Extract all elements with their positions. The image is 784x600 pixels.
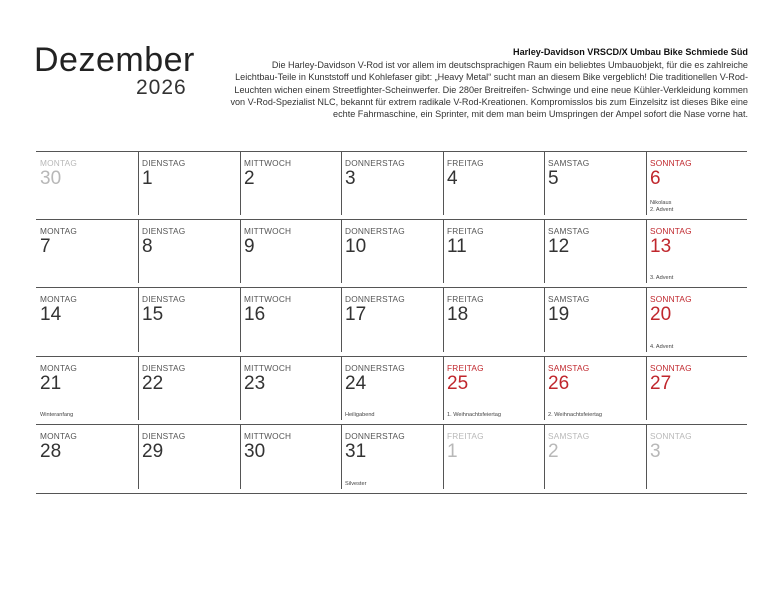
description-text: Die Harley-Davidson V-Rod ist vor allem im deutschsprachigen Raum ein beliebtes Umbauobjekt, für die es zahlreiche Leichtbau-Teile in Kunststoff und Kohlefaser gibt: „Heavy Metal“ sucht man an diesem Bike vergeblich! Die traditionellen V-Rod-Leuchten wichen einem Streetfighter-Scheinwerfer. Die 280er Breitreifen- Schwinge und eine neue Kühler-Verkleidung kommen von V-Rod-Spezialist NLC, bekannt für extrem radikale V-Rod-Kreationen. Kompromisslos bis zum Einzelsitz ist dieses Bike eine echte Fahrmaschine, ein Sprinter, mit dem man beim Umspringen der Ampel sofort die Nase vorne hat. [230, 60, 748, 120]
weekday-label: SAMSTAG [548, 362, 590, 373]
day-cell [36, 288, 138, 357]
day-note: 2. Weihnachtsfeiertag [548, 412, 603, 419]
day-cell [138, 288, 240, 357]
weekday-label: DIENSTAG [142, 431, 186, 442]
day-cell [138, 425, 240, 494]
day-note: Nikolaus 2. Advent [650, 199, 674, 213]
day-number: 1 [447, 441, 458, 463]
weekday-label: MITTWOCH [244, 294, 292, 305]
description-title: Harley-Davidson VRSCD/X Umbau Bike Schmiede Süd [513, 47, 748, 57]
day-number: 3 [650, 441, 661, 463]
day-cell [36, 357, 138, 426]
day-number: 9 [244, 235, 255, 257]
weekday-label: MONTAG [40, 431, 77, 442]
day-note: Heiligabend [345, 412, 375, 419]
day-number: 11 [447, 235, 467, 257]
weekday-label: MONTAG [40, 225, 77, 236]
day-number: 2 [548, 441, 559, 463]
year-label: 2026 [136, 76, 187, 99]
weekday-label: SAMSTAG [548, 431, 590, 442]
day-cell [36, 220, 138, 289]
day-number: 15 [142, 304, 164, 326]
day-cell [240, 151, 341, 220]
weekday-label: DONNERSTAG [345, 225, 405, 236]
weekday-label: MONTAG [40, 294, 77, 305]
day-cell [646, 220, 747, 289]
day-cell [341, 220, 443, 289]
weekday-label: DONNERSTAG [345, 294, 405, 305]
weekday-label: SAMSTAG [548, 158, 590, 168]
day-cell [544, 425, 646, 494]
day-number: 3 [345, 168, 356, 189]
day-number: 25 [447, 372, 469, 394]
weekday-label: MONTAG [40, 362, 77, 373]
day-note: Winteranfang [40, 412, 74, 419]
day-note: 3. Advent [650, 275, 674, 282]
weekday-label: FREITAG [447, 225, 484, 236]
weekday-label: FREITAG [447, 294, 484, 305]
day-cell [443, 425, 544, 494]
day-note: 1. Weihnachtsfeiertag [447, 412, 502, 419]
day-cell [341, 425, 443, 494]
weekday-label: MITTWOCH [244, 158, 292, 168]
day-cell [341, 151, 443, 220]
day-number: 14 [40, 304, 62, 326]
day-cell [36, 425, 138, 494]
day-number: 4 [447, 168, 458, 189]
day-number: 29 [142, 441, 164, 463]
weekday-label: SONNTAG [650, 294, 692, 305]
day-number: 28 [40, 441, 62, 463]
day-cell [646, 357, 747, 426]
weekday-label: DIENSTAG [142, 362, 186, 373]
weekday-label: FREITAG [447, 158, 484, 168]
day-note: Silvester [345, 480, 367, 487]
weekday-label: SAMSTAG [548, 294, 590, 305]
day-cell [240, 220, 341, 289]
day-number: 5 [548, 168, 559, 189]
day-number: 7 [40, 235, 51, 257]
day-cell [240, 357, 341, 426]
day-cell [443, 357, 544, 426]
day-cell [544, 288, 646, 357]
day-number: 27 [650, 372, 672, 394]
calendar-grid [36, 151, 747, 494]
day-number: 12 [548, 235, 570, 257]
day-number: 16 [244, 304, 266, 326]
description-block [230, 46, 748, 120]
day-number: 17 [345, 304, 367, 326]
day-cell [138, 151, 240, 220]
weekday-label: SONNTAG [650, 362, 692, 373]
day-cell [341, 288, 443, 357]
day-cell [36, 151, 138, 220]
day-cell [646, 425, 747, 494]
weekday-label: DIENSTAG [142, 225, 186, 236]
day-cell [443, 288, 544, 357]
day-number: 24 [345, 372, 367, 394]
day-cell [138, 220, 240, 289]
weekday-label: MITTWOCH [244, 431, 292, 442]
day-number: 10 [345, 235, 367, 257]
day-number: 30 [40, 168, 62, 189]
weekday-label: FREITAG [447, 362, 484, 373]
weekday-label: SONNTAG [650, 158, 692, 168]
day-cell [138, 357, 240, 426]
weekday-label: MITTWOCH [244, 225, 292, 236]
day-number: 13 [650, 235, 672, 257]
day-cell [544, 151, 646, 220]
day-cell [240, 288, 341, 357]
weekday-label: DIENSTAG [142, 158, 186, 168]
day-number: 21 [40, 372, 62, 394]
day-number: 23 [244, 372, 266, 394]
weekday-label: DONNERSTAG [345, 431, 405, 442]
day-cell [544, 220, 646, 289]
weekday-label: MITTWOCH [244, 362, 292, 373]
day-number: 1 [142, 168, 153, 189]
day-number: 26 [548, 372, 570, 394]
weekday-label: FREITAG [447, 431, 484, 442]
weekday-label: DIENSTAG [142, 294, 186, 305]
day-number: 18 [447, 304, 469, 326]
day-cell [240, 425, 341, 494]
weekday-label: DONNERSTAG [345, 362, 405, 373]
weekday-label: SAMSTAG [548, 225, 590, 236]
weekday-label: DONNERSTAG [345, 158, 405, 168]
weekday-label: MONTAG [40, 158, 77, 168]
weekday-label: SONNTAG [650, 225, 692, 236]
day-cell [646, 151, 747, 220]
day-number: 22 [142, 372, 164, 394]
day-cell [646, 288, 747, 357]
day-number: 20 [650, 304, 672, 326]
day-number: 6 [650, 168, 661, 189]
day-cell [544, 357, 646, 426]
day-number: 31 [345, 441, 367, 463]
day-cell [341, 357, 443, 426]
day-number: 30 [244, 441, 266, 463]
day-number: 2 [244, 168, 255, 189]
weekday-label: SONNTAG [650, 431, 692, 442]
day-cell [443, 151, 544, 220]
day-cell [443, 220, 544, 289]
day-note: 4. Advent [650, 343, 674, 350]
day-number: 8 [142, 235, 153, 257]
day-number: 19 [548, 304, 570, 326]
month-title: Dezember [34, 41, 195, 79]
